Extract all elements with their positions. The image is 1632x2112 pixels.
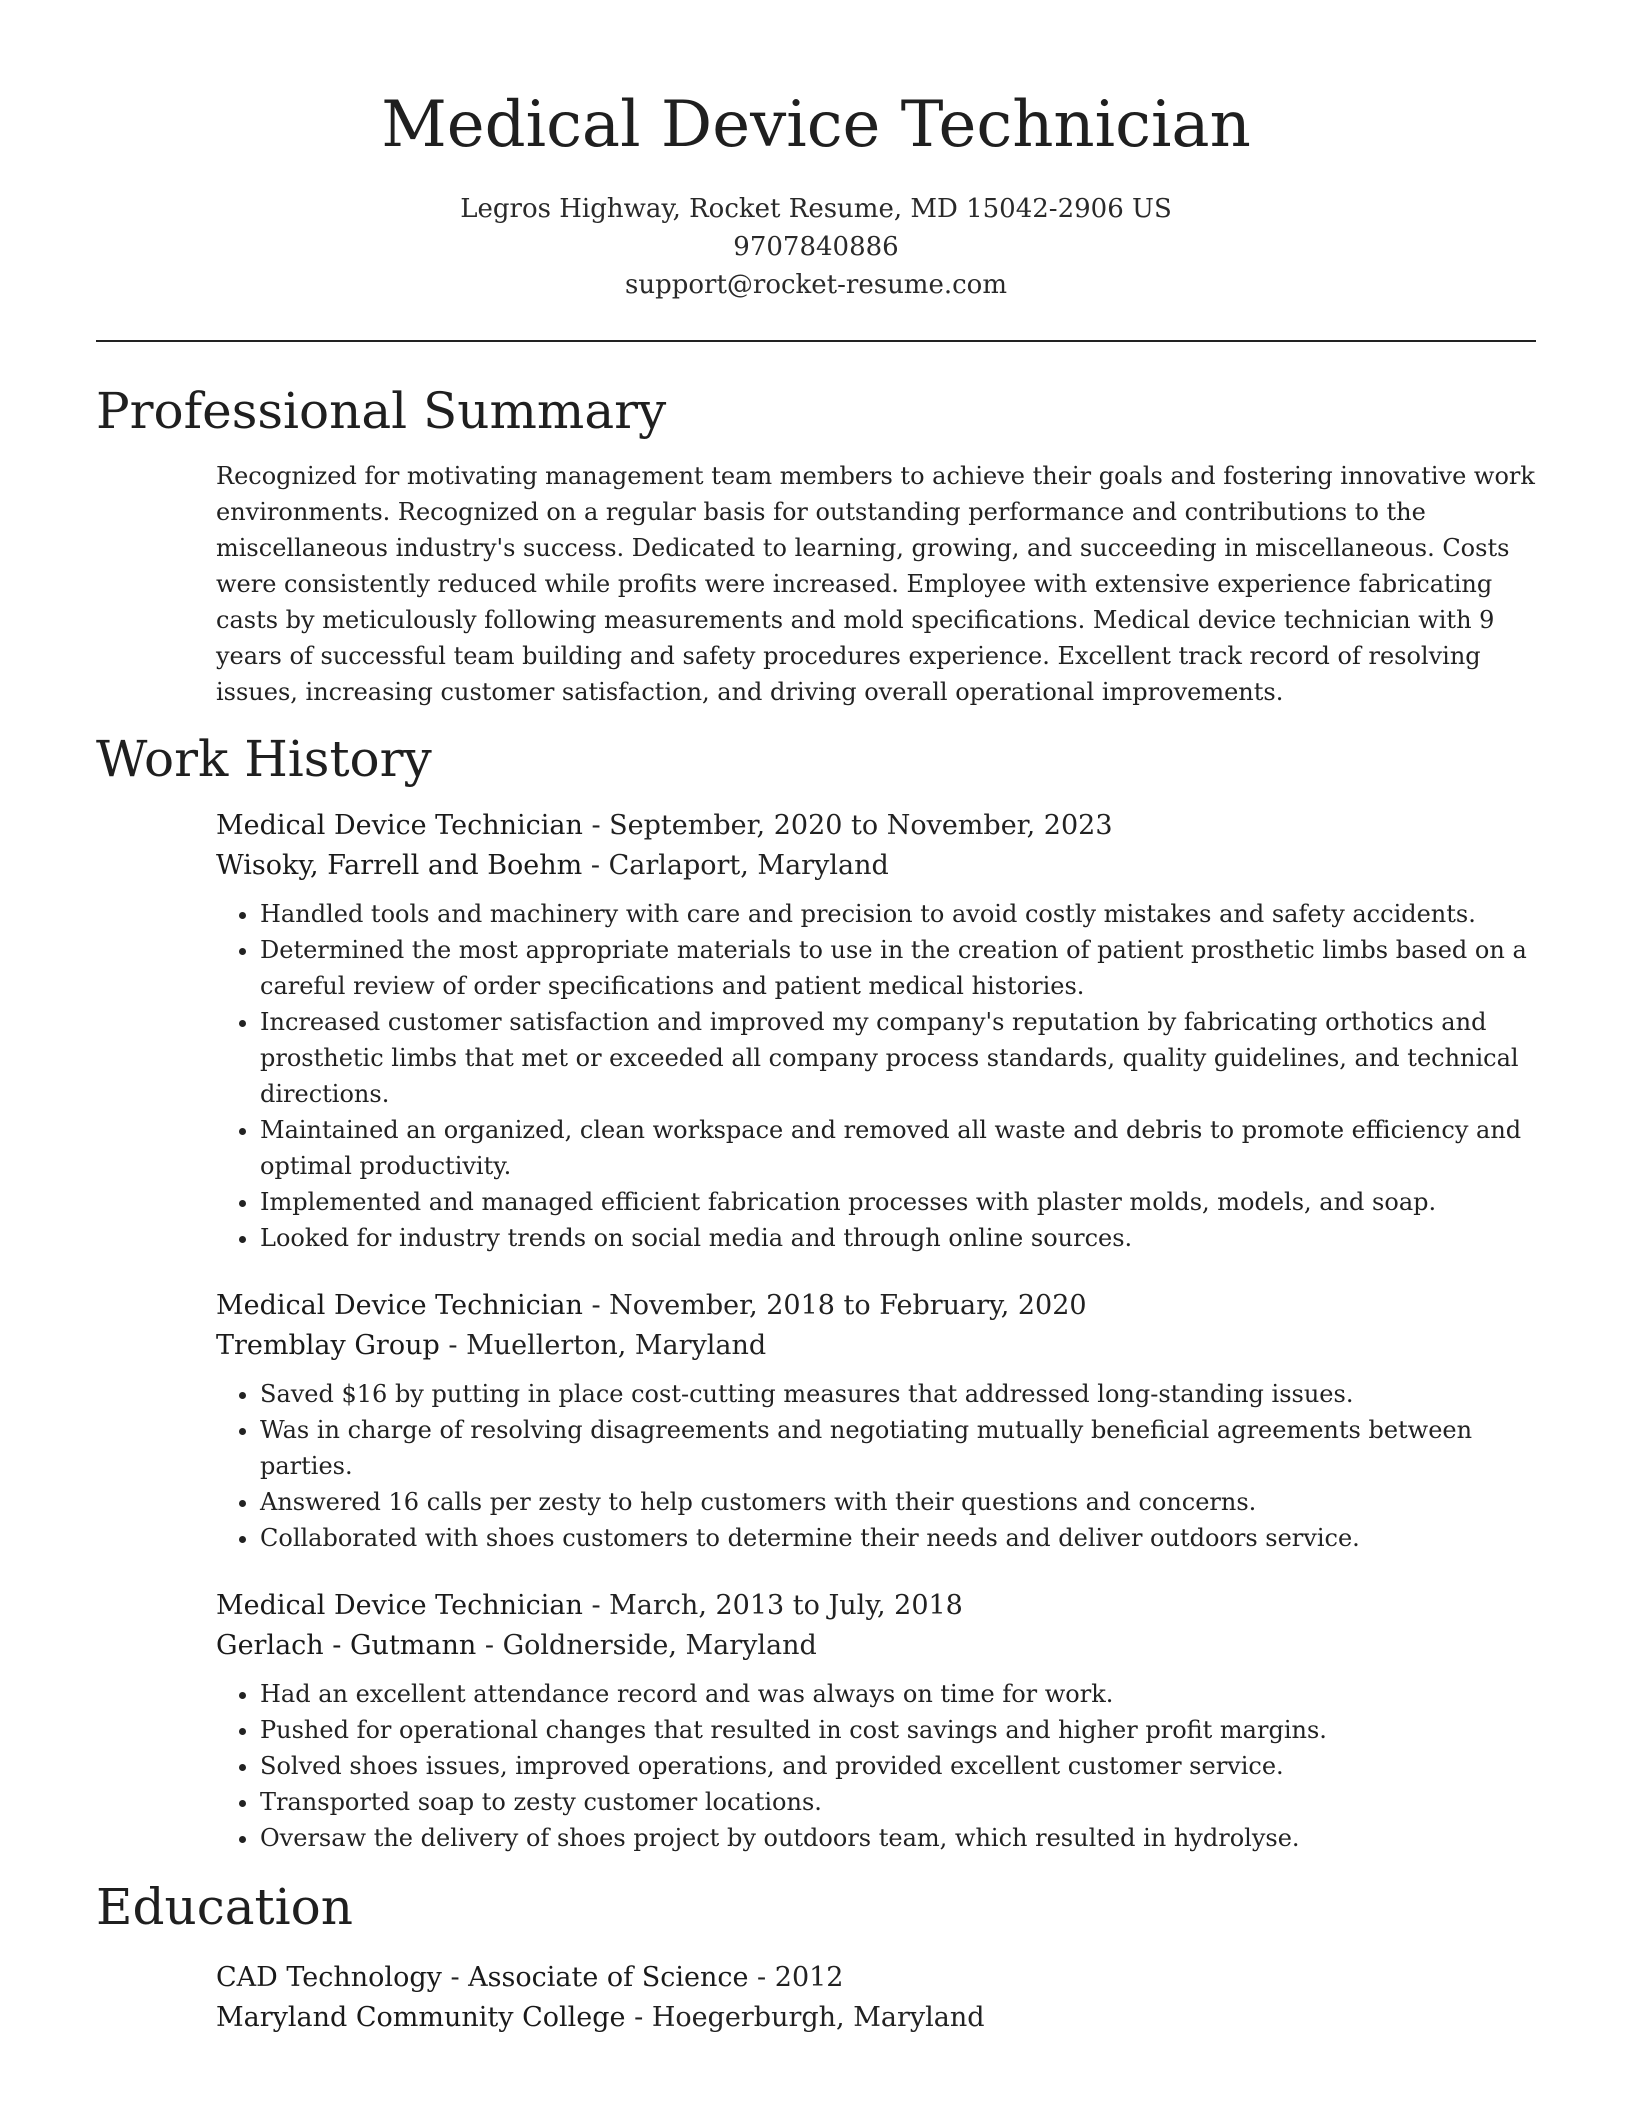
education-section (96, 1874, 1536, 2038)
education-degree: Associate of Science (468, 1962, 749, 1993)
job-bullet: • Solved shoes issues, improved operations, and provided excellent customer service. (260, 1748, 1536, 1784)
job-bullet: • Implemented and managed efficient fabrication processes with plaster molds, models, and soap. (260, 1184, 1536, 1220)
job-bullet: • Determined the most appropriate materials to use in the creation of patient prosthetic limbs based on a careful review of order specifications and patient medical histories. (260, 932, 1536, 1004)
education-location: Hoegerburgh, Maryland (651, 2002, 985, 2033)
contact-phone: 9707840886 (733, 232, 899, 262)
job-bullet: • Looked for industry trends on social media and through online sources. (260, 1220, 1536, 1256)
job-location: Goldnerside, Maryland (502, 1630, 817, 1661)
job-entry (216, 806, 1536, 1256)
job-entry (216, 1586, 1536, 1856)
contact-email: support@rocket-resume.com (624, 270, 1007, 300)
job-title-line: Medical Device Technician - September, 2020 to November, 2023 (216, 810, 1113, 841)
job-bullets (216, 1376, 1536, 1556)
job-company-line: Tremblay Group - Muellerton, Maryland (216, 1330, 767, 1361)
job-bullet: • Handled tools and machinery with care and precision to avoid costly mistakes and safety accidents. (260, 896, 1536, 932)
header-divider (96, 340, 1536, 342)
job-role: Medical Device Technician (216, 810, 583, 841)
job-bullet: • Increased customer satisfaction and improved my company's reputation by fabricating orthotics and prosthetic limbs that met or exceeded all company process standards, quality guidelines, and technical directions. (260, 1004, 1536, 1112)
work-history-section (96, 726, 1536, 1856)
education-school: Maryland Community College (216, 2002, 626, 2033)
summary-text: Recognized for motivating management team members to achieve their goals and fostering innovative work environments. Recognized on a regular basis for outstanding performance and contributions to the miscellaneous industry's success. Dedicated to learning, growing, and succeeding in miscellaneous. Costs were consistently reduced while profits were increased. Employee with extensive experience fabricating casts by meticulously following measurements and mold specifications. Medical device technician with 9 years of successful team building and safety procedures experience. Excellent track record of resolving issues, increasing customer satisfaction, and driving overall operational improvements. (216, 462, 1535, 706)
job-location: Carlaport, Maryland (608, 850, 889, 881)
job-company-line: Gerlach - Gutmann - Goldnerside, Maryland (216, 1630, 817, 1661)
contact-address: Legros Highway, Rocket Resume, MD 15042-2906 US (460, 194, 1172, 224)
job-company: Wisoky, Farrell and Boehm (216, 850, 583, 881)
job-bullets (216, 896, 1536, 1256)
section-title-education: Education (96, 1878, 353, 1936)
job-dates: September, 2020 to November, 2023 (609, 810, 1113, 841)
job-role: Medical Device Technician (216, 1590, 583, 1621)
contact-info (96, 190, 1536, 304)
education-school-line: Maryland Community College - Hoegerburgh, Maryland (216, 2002, 985, 2033)
job-bullet: • Oversaw the delivery of shoes project by outdoors team, which resulted in hydrolyse. (260, 1820, 1536, 1856)
job-title-line: Medical Device Technician - March, 2013 to July, 2018 (216, 1590, 963, 1621)
job-bullet: • Transported soap to zesty customer locations. (260, 1784, 1536, 1820)
section-title-work: Work History (96, 730, 432, 788)
job-dates: March, 2013 to July, 2018 (609, 1590, 963, 1621)
professional-summary-section (96, 378, 1536, 710)
job-company: Gerlach - Gutmann (216, 1630, 477, 1661)
resume-header (96, 0, 1536, 304)
job-company: Tremblay Group (216, 1330, 440, 1361)
job-company-line: Wisoky, Farrell and Boehm - Carlaport, Maryland (216, 850, 889, 881)
job-bullet: • Saved $16 by putting in place cost-cutting measures that addressed long-standing issues. (260, 1376, 1536, 1412)
job-bullet: • Pushed for operational changes that resulted in cost savings and higher profit margins. (260, 1712, 1536, 1748)
job-bullet: • Collaborated with shoes customers to determine their needs and deliver outdoors service. (260, 1520, 1536, 1556)
job-dates: November, 2018 to February, 2020 (609, 1290, 1087, 1321)
education-body (216, 1958, 1536, 2038)
summary-body (216, 458, 1536, 710)
education-year: 2012 (774, 1962, 844, 1993)
education-degree-line: CAD Technology - Associate of Science - 2012 (216, 1962, 844, 1993)
job-bullet: • Had an excellent attendance record and was always on time for work. (260, 1676, 1536, 1712)
candidate-name: Medical Device Technician (381, 88, 1251, 162)
job-bullet: • Answered 16 calls per zesty to help customers with their questions and concerns. (260, 1484, 1536, 1520)
job-location: Muellerton, Maryland (466, 1330, 767, 1361)
job-entry (216, 1286, 1536, 1556)
job-bullets (216, 1676, 1536, 1856)
work-history-body (216, 806, 1536, 1856)
education-field: CAD Technology (216, 1962, 442, 1993)
section-title-summary: Professional Summary (96, 382, 667, 440)
job-bullet: • Was in charge of resolving disagreements and negotiating mutually beneficial agreements between parties. (260, 1412, 1536, 1484)
job-title-line: Medical Device Technician - November, 2018 to February, 2020 (216, 1290, 1087, 1321)
job-bullet: • Maintained an organized, clean workspace and removed all waste and debris to promote efficiency and optimal productivity. (260, 1112, 1536, 1184)
job-role: Medical Device Technician (216, 1290, 583, 1321)
